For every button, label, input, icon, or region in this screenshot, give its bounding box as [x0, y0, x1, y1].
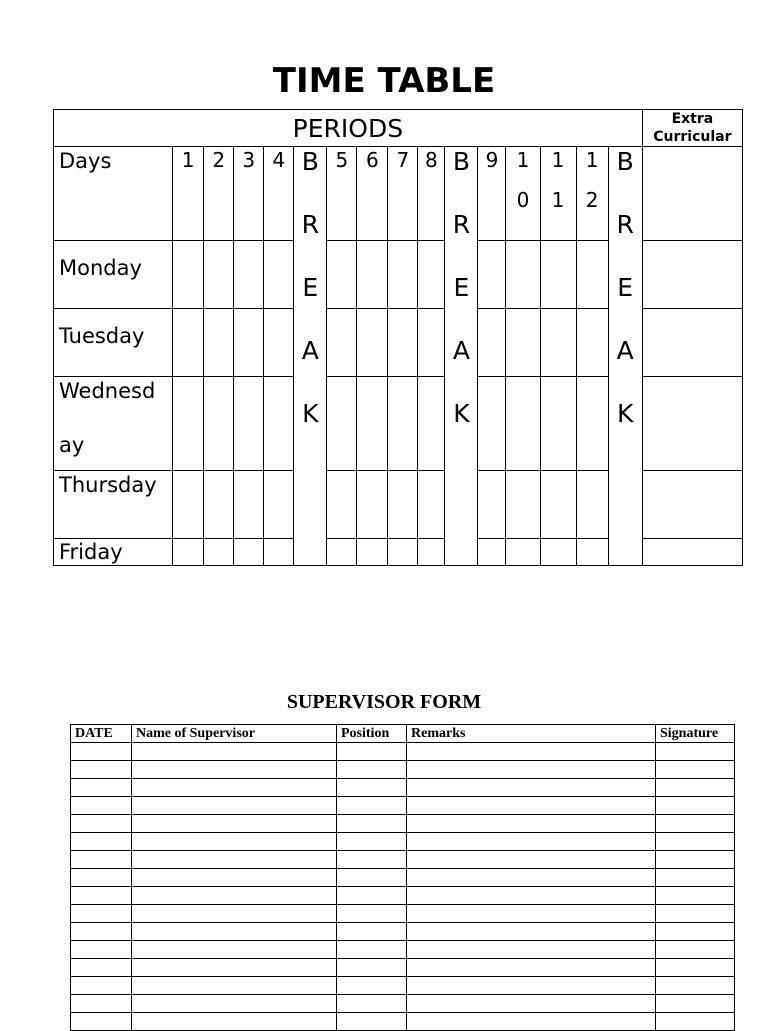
timetable-cell: [234, 471, 264, 539]
timetable-cell: [642, 539, 742, 566]
timetable-cell: [388, 309, 418, 377]
form-cell[interactable]: [337, 887, 407, 905]
timetable-cell: [418, 471, 445, 539]
form-cell[interactable]: [407, 959, 656, 977]
timetable-cell: [642, 377, 742, 471]
timetable-cell: [388, 539, 418, 566]
form-cell[interactable]: [656, 797, 735, 815]
timetable-cell: [357, 471, 388, 539]
timetable-cell: [357, 309, 388, 377]
form-cell[interactable]: [337, 995, 407, 1013]
form-cell[interactable]: [132, 959, 337, 977]
form-cell[interactable]: [656, 833, 735, 851]
form-cell[interactable]: [71, 941, 132, 959]
table-row: [71, 797, 735, 815]
period-2: 2: [204, 147, 234, 241]
form-cell[interactable]: [132, 869, 337, 887]
period-11-digit-2: 1: [551, 188, 565, 212]
form-cell[interactable]: [656, 995, 735, 1013]
break-column-3: [608, 147, 642, 566]
table-row: [71, 779, 735, 797]
timetable-cell: [234, 377, 264, 471]
form-cell[interactable]: [132, 743, 337, 761]
timetable-cell: [540, 539, 576, 566]
timetable-cell: [642, 241, 742, 309]
form-cell[interactable]: [132, 923, 337, 941]
timetable-cell: [204, 471, 234, 539]
timetable-cell: [540, 471, 576, 539]
form-cell[interactable]: [407, 941, 656, 959]
table-row: [71, 977, 735, 995]
timetable-cell: [204, 309, 234, 377]
form-cell[interactable]: [656, 851, 735, 869]
form-cell[interactable]: [132, 941, 337, 959]
days-header: Days: [54, 147, 173, 241]
timetable-cell: [204, 539, 234, 566]
period-10-digit-2: 0: [516, 188, 530, 212]
timetable-cell: [327, 539, 357, 566]
timetable-cell: [506, 241, 540, 309]
break-letter: A: [301, 336, 319, 365]
form-cell[interactable]: [656, 761, 735, 779]
timetable-cell: [576, 471, 608, 539]
form-cell[interactable]: [71, 833, 132, 851]
form-cell[interactable]: [407, 1013, 656, 1031]
timetable-cell: [234, 539, 264, 566]
extra-label-line2: Curricular: [653, 129, 732, 145]
form-cell[interactable]: [337, 761, 407, 779]
col-signature: Signature: [656, 725, 735, 743]
form-cell[interactable]: [656, 869, 735, 887]
supervisor-form-title: SUPERVISOR FORM: [286, 691, 482, 713]
break-letter: B: [452, 147, 471, 176]
timetable-cell: [204, 377, 234, 471]
timetable-cell: [204, 241, 234, 309]
timetable-cell: [478, 539, 506, 566]
break-letter: K: [616, 399, 634, 428]
break-letter: E: [617, 273, 634, 302]
form-cell[interactable]: [656, 1013, 735, 1031]
period-6: 6: [357, 147, 388, 241]
form-cell[interactable]: [71, 815, 132, 833]
extra-cell: [642, 147, 742, 241]
timetable-cell: [478, 241, 506, 309]
timetable-cell: [173, 241, 204, 309]
table-row: [71, 869, 735, 887]
period-11-digit-1: 1: [551, 148, 565, 172]
timetable-cell: [540, 377, 576, 471]
timetable-cell: [418, 377, 445, 471]
col-position: Position: [337, 725, 407, 743]
table-row: [71, 941, 735, 959]
form-cell[interactable]: [407, 923, 656, 941]
form-cell[interactable]: [71, 869, 132, 887]
day-wednesday-part2: ay: [59, 433, 85, 457]
form-cell[interactable]: [656, 743, 735, 761]
table-row: [71, 815, 735, 833]
period-8: 8: [418, 147, 445, 241]
timetable-cell: [264, 309, 294, 377]
day-monday: Monday: [54, 241, 173, 309]
form-cell[interactable]: [71, 995, 132, 1013]
form-cell[interactable]: [337, 869, 407, 887]
timetable-cell: [173, 309, 204, 377]
extra-curricular-header: [642, 110, 742, 147]
form-cell[interactable]: [71, 887, 132, 905]
timetable-cell: [173, 377, 204, 471]
table-row: [71, 1013, 735, 1031]
form-cell[interactable]: [71, 797, 132, 815]
timetable-cell: [357, 241, 388, 309]
form-cell[interactable]: [407, 851, 656, 869]
timetable-cell: [264, 377, 294, 471]
period-12-digit-2: 2: [585, 188, 599, 212]
day-wednesday-part1: Wednesd: [59, 379, 156, 403]
period-5: 5: [327, 147, 357, 241]
table-row: [71, 833, 735, 851]
form-cell[interactable]: [71, 959, 132, 977]
break-letter: K: [302, 399, 319, 428]
period-7: 7: [388, 147, 418, 241]
form-cell[interactable]: [337, 779, 407, 797]
periods-header: PERIODS: [54, 110, 643, 147]
supervisor-form-body: [71, 743, 735, 1031]
timetable-cell: [540, 309, 576, 377]
table-row: [71, 743, 735, 761]
timetable-cell: [264, 539, 294, 566]
timetable-cell: [642, 471, 742, 539]
form-cell[interactable]: [656, 923, 735, 941]
day-wednesday: [54, 377, 173, 471]
form-cell[interactable]: [337, 833, 407, 851]
period-11: [540, 147, 576, 241]
extra-label-line1: Extra: [671, 111, 714, 127]
form-cell[interactable]: [337, 851, 407, 869]
timetable-cell: [388, 241, 418, 309]
period-12: [576, 147, 608, 241]
table-row: [71, 887, 735, 905]
form-cell[interactable]: [337, 923, 407, 941]
break-letter: B: [616, 147, 634, 176]
timetable-cell: [234, 241, 264, 309]
form-cell[interactable]: [407, 977, 656, 995]
timetable-title: TIME TABLE: [272, 61, 496, 101]
table-row: [71, 959, 735, 977]
timetable-cell: [234, 309, 264, 377]
table-row: [71, 761, 735, 779]
form-cell[interactable]: [71, 905, 132, 923]
timetable-cell: [264, 241, 294, 309]
form-cell[interactable]: [337, 815, 407, 833]
form-cell[interactable]: [71, 779, 132, 797]
form-cell[interactable]: [132, 905, 337, 923]
form-cell[interactable]: [132, 1013, 337, 1031]
timetable-cell: [642, 309, 742, 377]
timetable-cell: [576, 241, 608, 309]
form-cell[interactable]: [407, 833, 656, 851]
form-cell[interactable]: [132, 797, 337, 815]
form-cell[interactable]: [132, 779, 337, 797]
form-cell[interactable]: [407, 743, 656, 761]
form-cell[interactable]: [71, 743, 132, 761]
col-date: DATE: [71, 725, 132, 743]
form-cell[interactable]: [656, 887, 735, 905]
form-cell[interactable]: [337, 905, 407, 923]
timetable-cell: [506, 539, 540, 566]
form-cell[interactable]: [132, 887, 337, 905]
period-4: 4: [264, 147, 294, 241]
timetable-cell: [418, 241, 445, 309]
break-letter: B: [301, 147, 319, 176]
break-column-2: [445, 147, 478, 566]
timetable-cell: [327, 241, 357, 309]
timetable: [53, 109, 743, 566]
table-row: [71, 923, 735, 941]
period-12-digit-1: 1: [585, 148, 599, 172]
form-cell[interactable]: [337, 959, 407, 977]
timetable-cell: [357, 539, 388, 566]
form-cell[interactable]: [132, 977, 337, 995]
form-cell[interactable]: [132, 815, 337, 833]
break-letter: E: [453, 273, 470, 302]
form-cell[interactable]: [656, 779, 735, 797]
break-letter: R: [616, 210, 634, 239]
timetable-cell: [576, 377, 608, 471]
col-remarks: Remarks: [407, 725, 656, 743]
break-letter: R: [301, 210, 319, 239]
timetable-cell: [264, 471, 294, 539]
timetable-cell: [388, 471, 418, 539]
timetable-cell: [418, 309, 445, 377]
form-cell[interactable]: [132, 851, 337, 869]
form-cell[interactable]: [337, 797, 407, 815]
form-cell[interactable]: [407, 779, 656, 797]
timetable-cell: [173, 539, 204, 566]
form-cell[interactable]: [407, 797, 656, 815]
period-9: 9: [478, 147, 506, 241]
form-cell[interactable]: [337, 743, 407, 761]
form-cell[interactable]: [337, 977, 407, 995]
period-1: 1: [173, 147, 204, 241]
form-cell[interactable]: [656, 977, 735, 995]
form-cell[interactable]: [407, 815, 656, 833]
form-cell[interactable]: [656, 941, 735, 959]
form-cell[interactable]: [656, 905, 735, 923]
timetable-cell: [418, 539, 445, 566]
form-cell[interactable]: [407, 905, 656, 923]
form-cell[interactable]: [656, 815, 735, 833]
table-row: [71, 995, 735, 1013]
timetable-cell: [388, 377, 418, 471]
form-cell[interactable]: [132, 761, 337, 779]
timetable-cell: [327, 309, 357, 377]
form-cell[interactable]: [132, 833, 337, 851]
timetable-cell: [576, 539, 608, 566]
break-letter: R: [452, 210, 471, 239]
timetable-cell: [173, 471, 204, 539]
period-10: [506, 147, 540, 241]
period-3: 3: [234, 147, 264, 241]
timetable-cell: [478, 471, 506, 539]
break-letter: K: [453, 399, 470, 428]
timetable-cell: [506, 471, 540, 539]
break-letter: A: [616, 336, 634, 365]
timetable-cell: [478, 377, 506, 471]
timetable-cell: [478, 309, 506, 377]
timetable-cell: [576, 309, 608, 377]
table-row: [71, 905, 735, 923]
form-cell[interactable]: [71, 977, 132, 995]
form-cell[interactable]: [407, 761, 656, 779]
form-cell[interactable]: [337, 1013, 407, 1031]
form-cell[interactable]: [407, 869, 656, 887]
break-column-1: [294, 147, 327, 566]
timetable-cell: [506, 309, 540, 377]
timetable-cell: [327, 377, 357, 471]
form-cell[interactable]: [407, 995, 656, 1013]
form-cell[interactable]: [71, 1013, 132, 1031]
table-row: [71, 851, 735, 869]
break-letter: A: [452, 336, 470, 365]
day-friday: Friday: [54, 539, 173, 566]
form-cell[interactable]: [337, 941, 407, 959]
timetable-cell: [327, 471, 357, 539]
timetable-cell: [357, 377, 388, 471]
form-cell[interactable]: [71, 851, 132, 869]
form-cell[interactable]: [407, 887, 656, 905]
form-cell[interactable]: [132, 995, 337, 1013]
form-cell[interactable]: [71, 923, 132, 941]
timetable-cell: [506, 377, 540, 471]
col-name-of-supervisor: Name of Supervisor: [132, 725, 337, 743]
form-cell[interactable]: [71, 761, 132, 779]
period-10-digit-1: 1: [516, 148, 530, 172]
form-cell[interactable]: [656, 959, 735, 977]
break-letter: E: [302, 273, 319, 302]
day-tuesday: Tuesday: [54, 309, 173, 377]
timetable-cell: [540, 241, 576, 309]
day-thursday: Thursday: [54, 471, 173, 539]
supervisor-form-table: [70, 724, 735, 1031]
